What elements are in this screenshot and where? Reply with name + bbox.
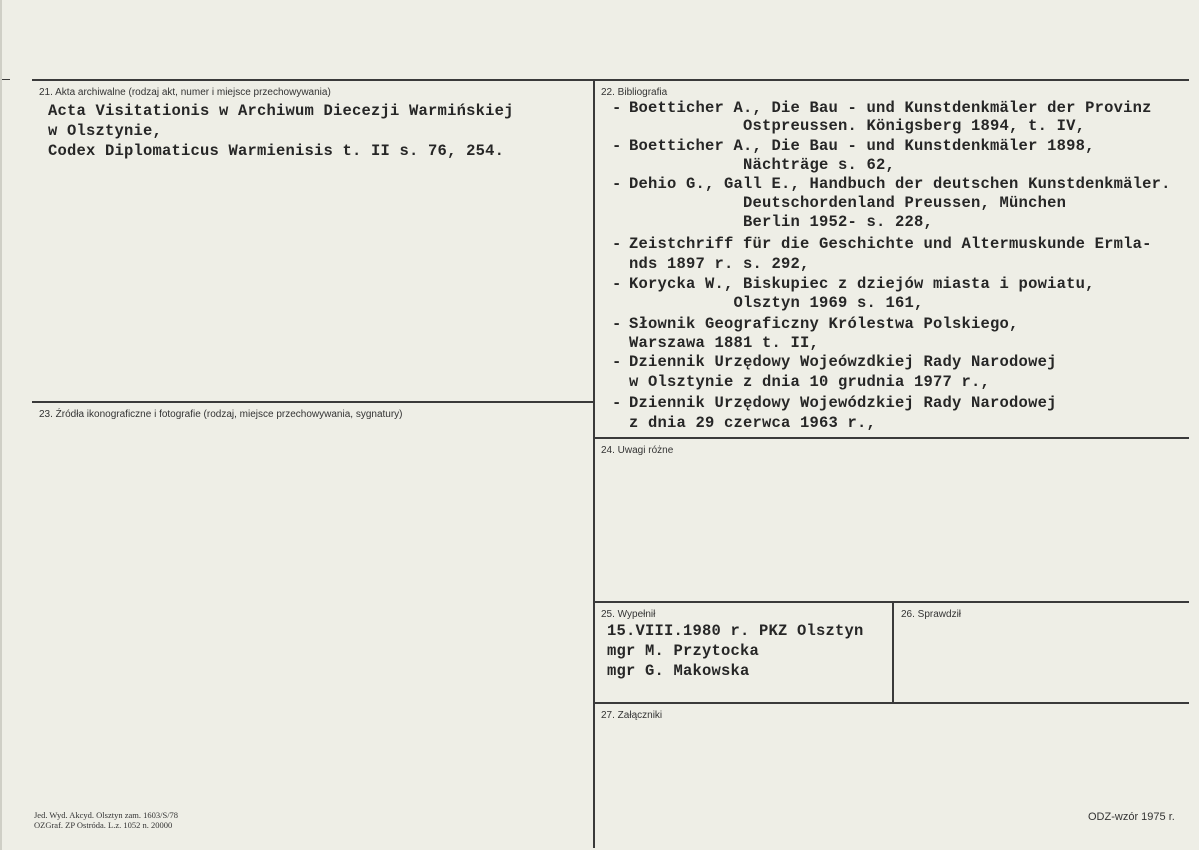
- filled-by-line: mgr M. Przytocka: [607, 642, 760, 660]
- bullet-dash: -: [612, 137, 622, 155]
- section-25-label: 25. Wypełnił: [601, 609, 656, 620]
- bibliography-line: Berlin 1952- s. 228,: [629, 213, 934, 231]
- bibliography-line: Korycka W., Biskupiec z dziejów miasta i powiatu,: [629, 275, 1095, 293]
- filled-by-line: mgr G. Makowska: [607, 662, 750, 680]
- bibliography-line: Słownik Geograficzny Królestwa Polskiego,: [629, 315, 1019, 333]
- rule-21-23: [32, 401, 593, 403]
- top-rule: [32, 79, 1189, 81]
- left-margin-tick: [2, 79, 10, 80]
- rule-25-27: [595, 702, 1189, 704]
- bullet-dash: -: [612, 315, 622, 333]
- section-21-line: Codex Diplomaticus Warmienisis t. II s. 76, 254.: [48, 142, 505, 160]
- bibliography-line: w Olsztynie z dnia 10 grudnia 1977 r.,: [629, 373, 991, 391]
- bullet-dash: -: [612, 235, 622, 253]
- rule-25-26-divider: [892, 602, 894, 702]
- rule-22-24: [595, 437, 1189, 439]
- section-26-label: 26. Sprawdził: [901, 609, 962, 620]
- bibliography-line: Warszawa 1881 t. II,: [629, 334, 820, 352]
- bullet-dash: -: [612, 275, 622, 293]
- bibliography-line: Olsztyn 1969 s. 161,: [629, 294, 924, 312]
- section-21-label: 21. Akta archiwalne (rodzaj akt, numer i miejsce przechowywania): [39, 87, 331, 98]
- bibliography-line: Ostpreussen. Königsberg 1894, t. IV,: [629, 117, 1086, 135]
- printer-imprint-line: Jed. Wyd. Akcyd. Olsztyn zam. 1603/S/78: [34, 810, 179, 820]
- bibliography-line: Boetticher A., Die Bau - und Kunstdenkmäler 1898,: [629, 137, 1095, 155]
- bullet-dash: -: [612, 175, 622, 193]
- section-27-label: 27. Załączniki: [601, 710, 663, 721]
- bullet-dash: -: [612, 99, 622, 117]
- section-22-label: 22. Bibliografia: [601, 87, 668, 98]
- bibliography-line: z dnia 29 czerwca 1963 r.,: [629, 414, 877, 432]
- left-column-divider: [593, 80, 595, 848]
- form-code: ODZ-wzór 1975 r.: [1088, 811, 1175, 823]
- printer-imprint-line: OZGraf. ZP Ostróda. L.z. 1052 n. 20000: [34, 820, 173, 830]
- bibliography-line: nds 1897 r. s. 292,: [629, 255, 810, 273]
- section-24-label: 24. Uwagi różne: [601, 445, 674, 456]
- bibliography-line: Zeistchriff für die Geschichte und Altermuskunde Ermla-: [629, 235, 1152, 253]
- bibliography-line: Dehio G., Gall E., Handbuch der deutschen Kunstdenkmäler.: [629, 175, 1171, 193]
- section-21-line: w Olsztynie,: [48, 122, 163, 140]
- section-23-label: 23. Źródła ikonograficzne i fotografie (rodzaj, miejsce przechowywania, sygnatury): [39, 409, 403, 420]
- section-21-line: Acta Visitationis w Archiwum Diecezji Warmińskiej: [48, 102, 514, 120]
- bibliography-line: Nächträge s. 62,: [629, 156, 896, 174]
- bibliography-line: Deutschordenland Preussen, München: [629, 194, 1067, 212]
- bibliography-line: Dziennik Urzędowy Wojewódzkiej Rady Narodowej: [629, 394, 1057, 412]
- filled-by-line: 15.VIII.1980 r. PKZ Olsztyn: [607, 622, 864, 640]
- bibliography-line: Boetticher A., Die Bau - und Kunstdenkmäler der Provinz: [629, 99, 1152, 117]
- bullet-dash: -: [612, 353, 622, 371]
- bullet-dash: -: [612, 394, 622, 412]
- bibliography-line: Dziennik Urzędowy Wojeówzdkiej Rady Narodowej: [629, 353, 1057, 371]
